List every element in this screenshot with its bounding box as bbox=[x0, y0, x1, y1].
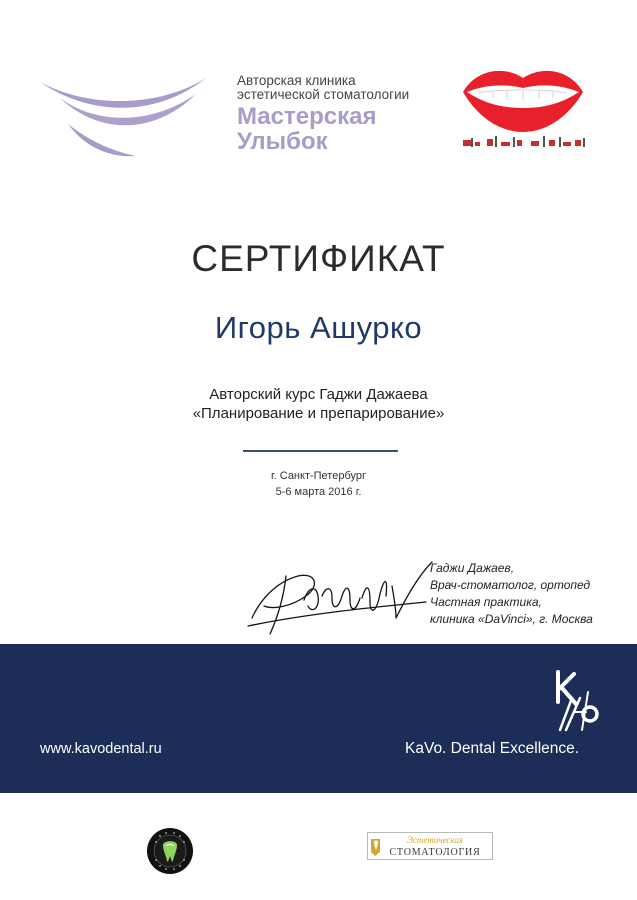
aesthetic-dentistry-magazine-logo bbox=[367, 832, 493, 860]
clinic-name-line2: Улыбок bbox=[237, 128, 328, 155]
course-title: «Планирование и препарирование» bbox=[192, 405, 445, 422]
kavo-logo-icon bbox=[550, 668, 604, 732]
kavo-slogan: KaVo. Dental Excellence. bbox=[405, 740, 580, 757]
magazine-logo-script: Эстетическая bbox=[406, 835, 464, 845]
signer-practice: Частная практика, bbox=[430, 595, 542, 609]
event-dates: 5-6 марта 2016 г. bbox=[275, 486, 362, 498]
website-link[interactable]: www.kavodental.ru bbox=[40, 741, 162, 757]
divider-line bbox=[243, 450, 398, 452]
signer-name: Гаджи Дажаев, bbox=[430, 561, 515, 575]
signer-info bbox=[430, 560, 593, 628]
lips-photo-icon bbox=[457, 62, 589, 158]
smile-arcs-logo-icon bbox=[38, 74, 208, 159]
course-author: Авторский курс Гаджи Дажаева bbox=[209, 386, 428, 403]
recipient-name: Игорь Ашурко bbox=[214, 310, 423, 345]
clinic-name bbox=[237, 104, 376, 154]
certificate-title: СЕРТИФИКАТ bbox=[191, 238, 446, 279]
handwritten-signature bbox=[246, 556, 436, 640]
clinic-subtitle-line1: Авторская клиника bbox=[237, 73, 356, 88]
clinic-subtitle-line2: эстетической стоматологии bbox=[237, 87, 410, 102]
sponsor-band bbox=[0, 644, 637, 793]
tooth-round-emblem-icon bbox=[146, 827, 194, 875]
signer-title: Врач-стоматолог, ортопед bbox=[430, 578, 591, 592]
magazine-logo-text: СТОМАТОЛОГИЯ bbox=[389, 847, 481, 858]
clinic-subtitle bbox=[237, 74, 409, 102]
event-city: г. Санкт-Петербург bbox=[270, 470, 367, 482]
signer-clinic: клиника «DaVinci», г. Москва bbox=[430, 612, 593, 626]
clinic-name-line1: Мастерская bbox=[237, 103, 377, 130]
